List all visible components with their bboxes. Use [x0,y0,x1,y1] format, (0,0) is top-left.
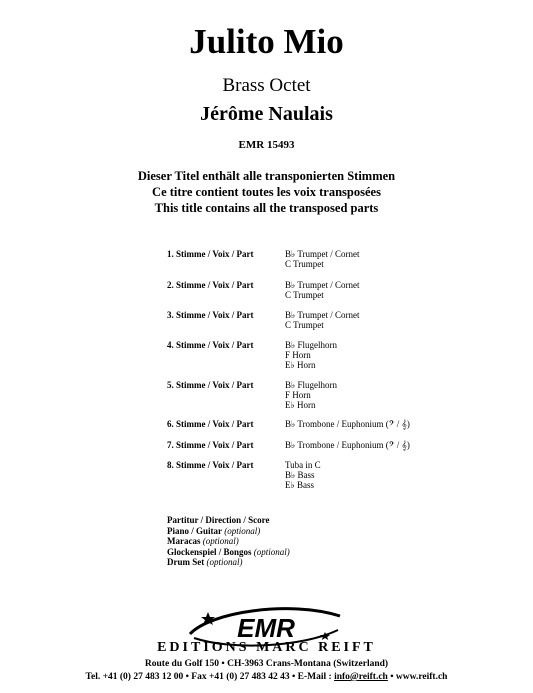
part-1-instrument-2: C Trumpet [285,259,324,269]
part-6-instrument-1: B♭ Trombone / Euphonium (𝄢 / 𝄞) [285,419,410,429]
extras-list [167,515,290,568]
part-8-label: 8. Stimme / Voix / Part [167,460,254,470]
part-3-instrument-2: C Trumpet [285,320,324,330]
part-7-instrument-1: B♭ Trombone / Euphonium (𝄢 / 𝄞) [285,440,410,450]
part-2-instrument-1: B♭ Trumpet / Cornet [285,280,360,290]
score-title: Julito Mio [189,22,344,61]
part-8-instrument-1: Tuba in C [285,460,321,470]
extra-item: Maracas (optional) [167,536,239,546]
extra-item: Drum Set (optional) [167,557,243,567]
notice-english: This title contains all the transposed parts [154,201,379,215]
notice-french: Ce titre contient toutes les voix transposées [152,185,381,199]
part-6-label: 6. Stimme / Voix / Part [167,419,254,429]
part-8-instruments [285,460,321,490]
part-8-instrument-3: E♭ Bass [285,480,314,490]
publisher-contact [0,672,533,682]
part-4-instruments [285,340,337,370]
part-3-instrument-1: B♭ Trumpet / Cornet [285,310,360,320]
part-2-label: 2. Stimme / Voix / Part [167,280,254,290]
part-5-instrument-1: B♭ Flugelhorn [285,380,337,390]
extra-item: Piano / Guitar (optional) [167,525,261,536]
logo-text: EMR [237,613,295,643]
part-5-instrument-2: F Horn [285,390,311,400]
part-4-instrument-3: E♭ Horn [285,360,316,370]
part-4-instrument-2: F Horn [285,350,311,360]
part-7-instruments [285,440,410,450]
extra-item: Partitur / Direction / Score [167,515,270,525]
part-5-instrument-3: E♭ Horn [285,400,316,410]
email-link[interactable]: info@reift.ch [334,672,388,682]
part-3-label: 3. Stimme / Voix / Part [167,310,254,320]
contact-phone-fax: Tel. +41 (0) 27 483 12 00 • Fax +41 (0) 27 483 42 43 • E-Mail : [85,672,335,682]
part-7-label: 7. Stimme / Voix / Part [167,440,254,450]
publisher-name: EDITIONS MARC REIFT [157,640,376,655]
part-5-label: 5. Stimme / Voix / Part [167,380,254,390]
ensemble-subtitle: Brass Octet [222,75,311,96]
part-3-instruments [285,310,360,330]
part-1-instruments [285,249,360,269]
part-6-instruments [285,419,410,429]
part-5-instruments [285,380,337,410]
composer-name: Jérôme Naulais [200,103,333,125]
part-4-label: 4. Stimme / Voix / Part [167,340,254,350]
part-2-instrument-2: C Trumpet [285,290,324,300]
extra-item: Glockenspiel / Bongos (optional) [167,546,290,557]
catalog-number: EMR 15493 [238,139,295,151]
part-8-instrument-2: B♭ Bass [285,470,315,480]
publisher-address: Route du Golf 150 • CH-3963 Crans-Montana (Switzerland) [144,659,389,669]
part-1-instrument-1: B♭ Trumpet / Cornet [285,249,360,259]
part-2-instruments [285,280,360,300]
website-text: • www.reift.ch [387,672,448,682]
notice-german: Dieser Titel enthält alle transponierten Stimmen [137,169,396,183]
part-1-label: 1. Stimme / Voix / Part [167,249,254,259]
part-4-instrument-1: B♭ Flugelhorn [285,340,337,350]
